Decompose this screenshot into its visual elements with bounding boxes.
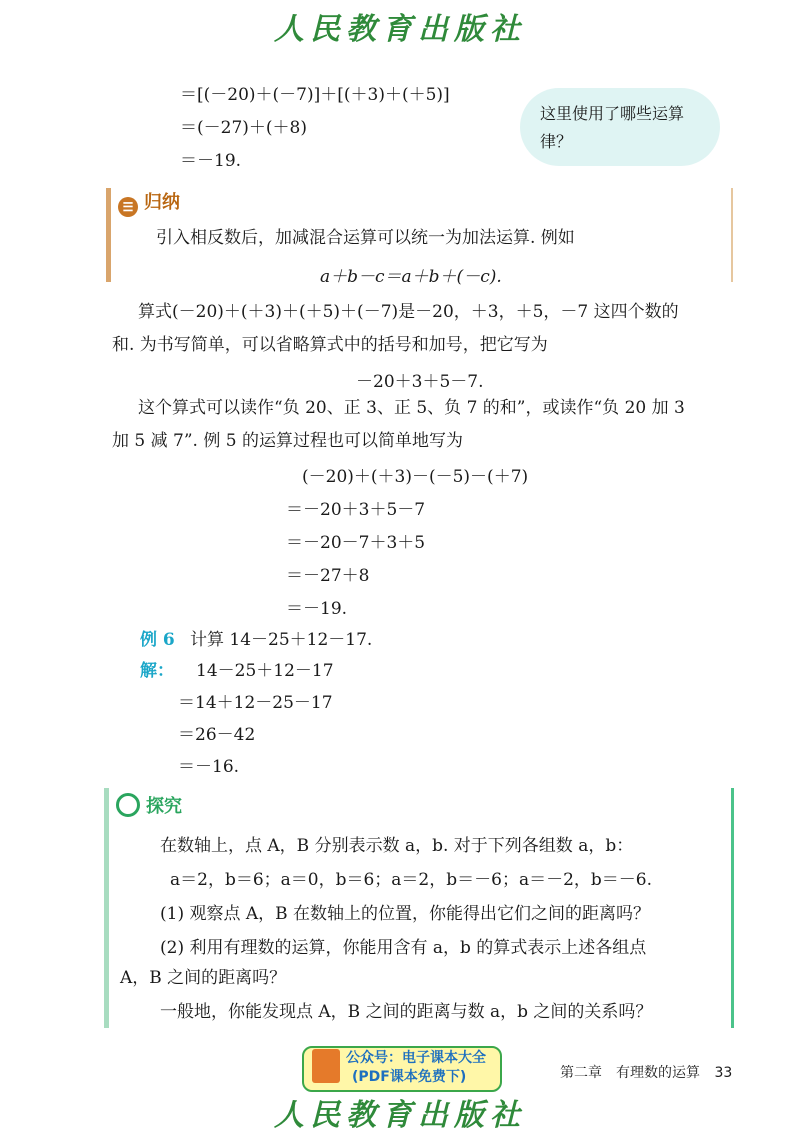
calc-line: ＝[(－20)＋(－7)]＋[(＋3)＋(＋5)]	[180, 85, 450, 105]
calc-line: ＝－20－7＋3＋5	[286, 533, 426, 553]
explore-line: 一般地，你能发现点 A，B 之间的距离与数 a，b 之间的关系吗？	[160, 1002, 653, 1022]
summary-formula: a＋b－c＝a＋b＋(－c).	[320, 267, 502, 287]
paragraph-line: 加 5 减 7”. 例 5 的运算过程也可以简单地写为	[112, 431, 463, 451]
chapter-title: 第二章 有理数的运算	[560, 1065, 700, 1081]
explore-icon	[116, 793, 140, 817]
solution-step: 14－25＋12－17	[196, 661, 334, 681]
calc-line: ＝－20＋3＋5－7	[286, 500, 426, 520]
explore-title-text: 探究	[146, 796, 182, 817]
calc-line: (－20)＋(＋3)－(－5)－(＋7)	[302, 467, 529, 487]
paragraph-line: 这个算式可以读作“负 20、正 3、正 5、负 7 的和”，或读作“负 20 加 3	[138, 398, 685, 418]
page-number: 33	[714, 1065, 733, 1081]
summary-title	[118, 188, 180, 217]
paragraph-line: 算式(－20)＋(＋3)＋(＋5)＋(－7)是－20，＋3，＋5，－7 这四个数的	[138, 302, 679, 322]
explore-line: (1) 观察点 A，B 在数轴上的位置，你能得出它们之间的距离吗？	[160, 904, 651, 924]
publisher-logo-top: 人民教育出版社	[274, 12, 526, 47]
solution-step: ＝14＋12－25－17	[178, 693, 333, 713]
example-label: 例 6	[140, 630, 175, 650]
solution-step: ＝26－42	[178, 725, 256, 745]
calc-line: ＝－27＋8	[286, 566, 370, 586]
promo-line1: 公众号：电子课本大全	[346, 1050, 486, 1066]
explore-line: a＝2，b＝6；a＝0，b＝6；a＝2，b＝－6；a＝－2，b＝－6.	[170, 870, 653, 890]
page-footer	[560, 1062, 732, 1082]
explore-line: (2) 利用有理数的运算，你能用含有 a，b 的算式表示上述各组点	[160, 938, 647, 958]
solution-label: 解：	[140, 661, 174, 681]
summary-icon: ☰	[118, 197, 138, 217]
summary-body: 引入相反数后，加减混合运算可以统一为加法运算. 例如	[156, 228, 575, 248]
publisher-logo-bottom: 人民教育出版社	[274, 1098, 526, 1133]
summary-title-text: 归纳	[144, 192, 180, 213]
explore-title	[116, 792, 182, 818]
cloud-note: 这里使用了哪些运算律？	[540, 104, 685, 151]
explore-line: 在数轴上，点 A，B 分别表示数 a，b. 对于下列各组数 a，b：	[160, 836, 634, 856]
example-prompt: 计算 14－25＋12－17.	[190, 630, 373, 650]
book-icon	[312, 1049, 340, 1083]
calc-line: ＝－19.	[180, 151, 242, 171]
promo-line2: (PDF课本免费下)	[352, 1069, 467, 1085]
explore-line: A，B 之间的距离吗？	[120, 968, 287, 988]
calc-line: ＝－19.	[286, 599, 348, 619]
paragraph-line: 和. 为书写简单，可以省略算式中的括号和加号，把它写为	[112, 335, 548, 355]
calc-line: ＝(－27)＋(＋8)	[180, 118, 307, 138]
formula: －20＋3＋5－7.	[356, 372, 484, 392]
solution-step: ＝－16.	[178, 757, 240, 777]
